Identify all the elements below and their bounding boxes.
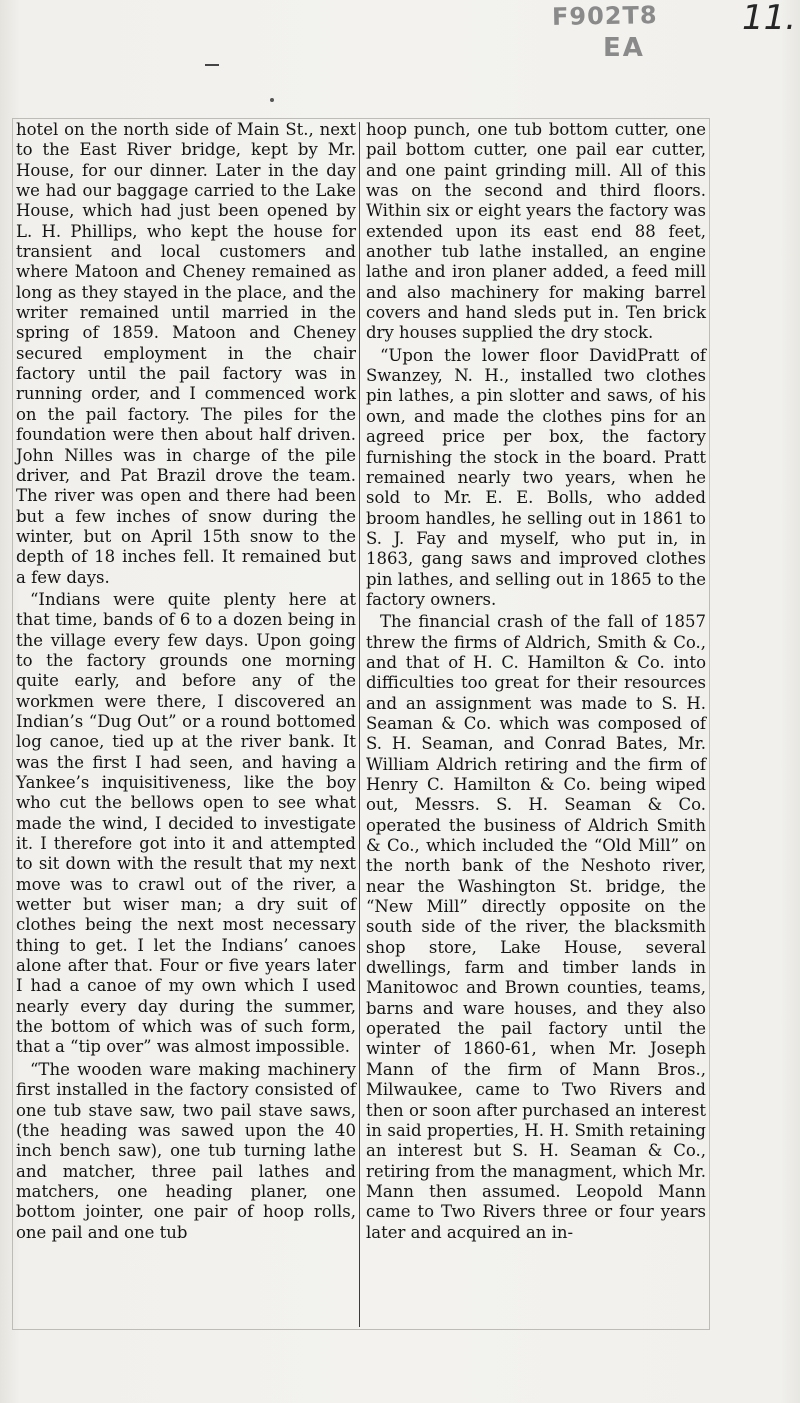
article-column-right: [366, 120, 706, 1243]
archive-code-annotation: F902T8: [551, 1, 658, 31]
column-rule: [359, 122, 360, 1327]
article-column-left: [16, 120, 356, 1243]
page-number-annotation: 11.: [742, 0, 797, 38]
print-mark-dash: [205, 64, 219, 66]
paragraph: “The wooden ware making machinery first installed in the factory consisted of one tub stave saw, two pail stave saws, (the heading was sawed upon the 40 inch bench saw), one tub turning lathe and matcher, three pail lathes and matchers, one heading planer, one bottom jointer, one pair of hoop rolls, one pail and one tub: [16, 1059, 356, 1242]
archive-sub-annotation: EA: [603, 33, 645, 63]
paragraph: hotel on the north side of Main St., next to the East River bridge, kept by Mr. House, for our dinner. Later in the day we had our baggage carried to the Lake House, which had just been opened by L. H. Phillips, who kept the house for transient and local customers and where Matoon and Cheney remained as long as they stayed in the place, and the writer remained until married in the spring of 1859. Matoon and Cheney secured employment in the chair factory until the pail factory was in running order, and I commenced work on the pail factory. The piles for the foundation were then about half driven. John Nilles was in charge of the pile driver, and Pat Brazil drove the team. The river was open and there had been but a few inches of snow during the winter, but on April 15th snow to the depth of 18 inches fell. It remained but a few days.: [16, 120, 356, 587]
paragraph: “Indians were quite plenty here at that time, bands of 6 to a dozen being in the village every few days. Upon going to the factory grounds one morning quite early, and before any of the workmen were there, I discovered an Indian’s “Dug Out” or a round bottomed log canoe, tied up at the river bank. It was the first I had seen, and having a Yankee’s inquisitiveness, like the boy who cut the bellows open to see what made the wind, I decided to investigate it. I therefore got into it and attempted to sit down with the result that my next move was to crawl out of the river, a wetter but wiser man; a dry suit of clothes being the next most necessary thing to get. I let the Indians’ canoes alone after that. Four or five years later I had a canoe of my own which I used nearly every day during the summer, the bottom of which was of such form, that a “tip over” was almost impossible.: [16, 589, 356, 1057]
paragraph: The financial crash of the fall of 1857 threw the firms of Aldrich, Smith & Co., and that of H. C. Hamilton & Co. into difficulties too great for their resources and an assignment was made to S. H. Seaman & Co. which was composed of S. H. Seaman, and Conrad Bates, Mr. William Aldrich retiring and the firm of Henry C. Hamilton & Co. being wiped out, Messrs. S. H. Seaman & Co. operated the business of Aldrich Smith & Co., which included the “Old Mill” on the north bank of the Neshoto river, near the Washington St. bridge, the “New Mill” directly opposite on the south side of the river, the blacksmith shop store, Lake House, several dwellings, farm and timber lands in Manitowoc and Brown counties, teams, barns and ware houses, and they also operated the pail factory until the winter of 1860-61, when Mr. Joseph Mann of the firm of Mann Bros., Milwaukee, came to Two Rivers and then or soon after purchased an interest in said properties, H. H. Smith retaining an interest but S. H. Seaman & Co., retiring from the managment, which Mr. Mann then assumed. Leopold Mann came to Two Rivers three or four years later and acquired an in-: [366, 612, 706, 1242]
paragraph: “Upon the lower floor DavidPratt of Swanzey, N. H., installed two clothes pin lathes, a pin slotter and saws, of his own, and made the clothes pins for an agreed price per box, the factory furnishing the stock in the board. Pratt remained nearly two years, when he sold to Mr. E. E. Bolls, who added broom handles, he selling out in 1861 to S. J. Fay and myself, who put in, in 1863, gang saws and improved clothes pin lathes, and selling out in 1865 to the factory owners.: [366, 345, 706, 609]
print-mark-dot: [270, 98, 274, 102]
paragraph: hoop punch, one tub bottom cutter, one pail bottom cutter, one pail ear cutter, and one paint grinding mill. All of this was on the second and third floors. Within six or eight years the factory was extended upon its east end 88 feet, another tub lathe installed, an engine lathe and iron planer added, a feed mill and also machinery for making barrel covers and hand sleds put in. Ten brick dry houses supplied the dry stock.: [366, 120, 706, 343]
